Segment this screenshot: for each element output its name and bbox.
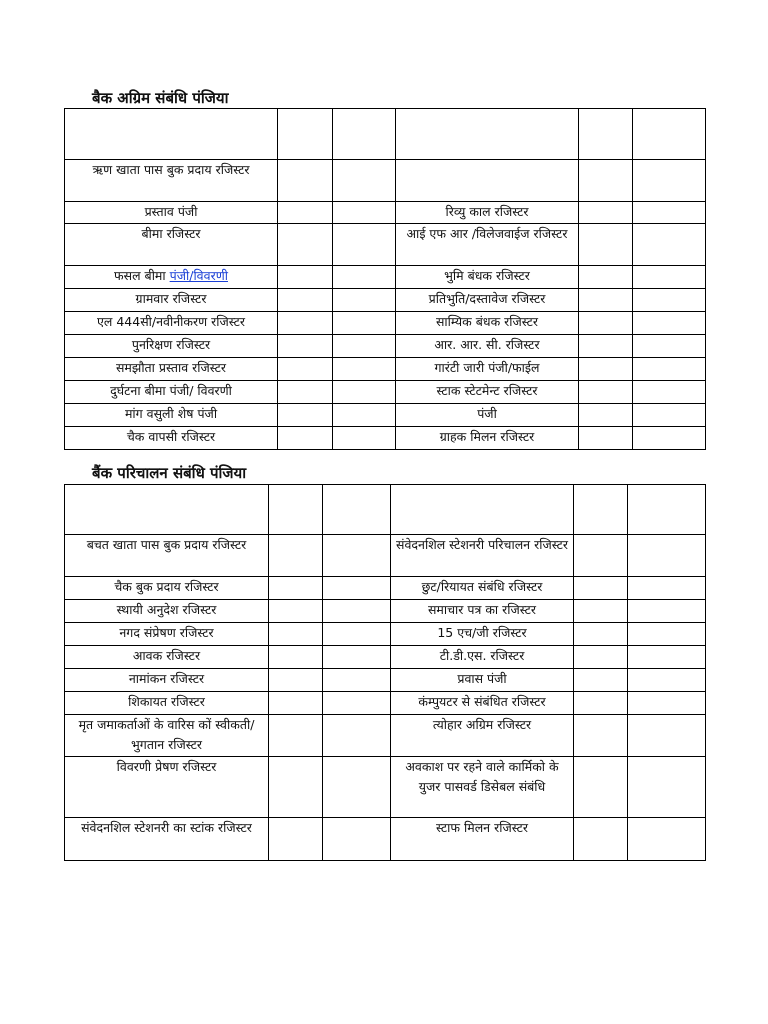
table-row — [65, 266, 706, 289]
register-name: बचत खाता पास बुक प्रदाय रजिस्टर — [65, 535, 269, 577]
register-name: संवेदनशिल स्टेशनरी परिचालन रजिस्टर — [391, 535, 574, 577]
table-row — [65, 692, 706, 715]
table-row — [65, 358, 706, 381]
section2-title: बैंक परिचालन संबंधि पंजिया — [92, 464, 247, 482]
register-name: दुर्घटना बीमा पंजी/ विवरणी — [65, 381, 278, 404]
bank-operations-registers-table — [64, 484, 706, 861]
register-name: समझौता प्रस्ताव रजिस्टर — [65, 358, 278, 381]
table-row — [65, 623, 706, 646]
table-row — [65, 646, 706, 669]
table-row — [65, 289, 706, 312]
register-name: गारंटी जारी पंजी/फाईल — [396, 358, 579, 381]
register-name: आवक रजिस्टर — [65, 646, 269, 669]
table-row — [65, 160, 706, 202]
register-name — [396, 160, 579, 202]
register-name: स्टाक स्टेटमेन्ट रजिस्टर — [396, 381, 579, 404]
register-name: एल 444सी/नवीनीकरण रजिस्टर — [65, 312, 278, 335]
register-name: स्टाफ मिलन रजिस्टर — [391, 818, 574, 861]
register-name: चैक वापसी रजिस्टर — [65, 427, 278, 450]
register-name: ग्रामवार रजिस्टर — [65, 289, 278, 312]
register-name: पुनरिक्षण रजिस्टर — [65, 335, 278, 358]
register-name: ग्राहक मिलन रजिस्टर — [396, 427, 579, 450]
table-row — [65, 535, 706, 577]
section1-title: बैक अग्रिम संबंधि पंजिया — [92, 89, 229, 107]
register-name: मृत जमाकर्ताओं के वारिस कों स्वीकती/भुगतान रजिस्टर — [65, 715, 269, 757]
register-name-prefix: फसल बीमा — [114, 268, 166, 283]
table-row — [65, 427, 706, 450]
register-name: बीमा रजिस्टर — [65, 224, 278, 266]
register-name: अवकाश पर रहने वाले कार्मिको के युजर पासवर्ड डिसेबल संबंधि — [391, 757, 574, 818]
register-name: पंजी — [396, 404, 579, 427]
register-link[interactable]: पंजी/विवरणी — [169, 268, 228, 283]
register-name: टी.डी.एस. रजिस्टर — [391, 646, 574, 669]
register-name: भुमि बंधक रजिस्टर — [396, 266, 579, 289]
table-row — [65, 312, 706, 335]
table-row — [65, 224, 706, 266]
table-row — [65, 577, 706, 600]
table-row — [65, 715, 706, 757]
register-name: रिव्यु काल रजिस्टर — [396, 202, 579, 224]
table-row — [65, 335, 706, 358]
register-name: शिकायत रजिस्टर — [65, 692, 269, 715]
register-name: आई एफ आर /विलेजवाईज रजिस्टर — [396, 224, 579, 266]
register-name: आर. आर. सी. रजिस्टर — [396, 335, 579, 358]
register-name: चैक बुक प्रदाय रजिस्टर — [65, 577, 269, 600]
register-name: नामांकन रजिस्टर — [65, 669, 269, 692]
register-name — [65, 266, 278, 289]
table-row — [65, 669, 706, 692]
table-row — [65, 600, 706, 623]
register-name: कंम्पुयटर से संबंधित रजिस्टर — [391, 692, 574, 715]
register-name: 15 एच/जी रजिस्टर — [391, 623, 574, 646]
register-name: प्रवास पंजी — [391, 669, 574, 692]
register-name: प्रस्ताव पंजी — [65, 202, 278, 224]
table-row — [65, 381, 706, 404]
register-name: ऋण खाता पास बुक प्रदाय रजिस्टर — [65, 160, 278, 202]
table-row — [65, 818, 706, 861]
bank-advance-registers-table — [64, 108, 706, 450]
table-row — [65, 202, 706, 224]
register-name: नगद संप्रेषण रजिस्टर — [65, 623, 269, 646]
register-name: छुट/रियायत संबंधि रजिस्टर — [391, 577, 574, 600]
register-name: समाचार पत्र का रजिस्टर — [391, 600, 574, 623]
register-name: त्योहार अग्रिम रजिस्टर — [391, 715, 574, 757]
register-name: विवरणी प्रेषण रजिस्टर — [65, 757, 269, 818]
table-row — [65, 404, 706, 427]
table-row — [65, 757, 706, 818]
register-name: स्थायी अनुदेश रजिस्टर — [65, 600, 269, 623]
table-header-row — [65, 109, 706, 160]
register-name: संवेदनशिल स्टेशनरी का स्टांक रजिस्टर — [65, 818, 269, 861]
register-name: मांग वसुली शेष पंजी — [65, 404, 278, 427]
table-header-row — [65, 485, 706, 535]
register-name: साम्यिक बंधक रजिस्टर — [396, 312, 579, 335]
register-name: प्रतिभुति/दस्तावेज रजिस्टर — [396, 289, 579, 312]
